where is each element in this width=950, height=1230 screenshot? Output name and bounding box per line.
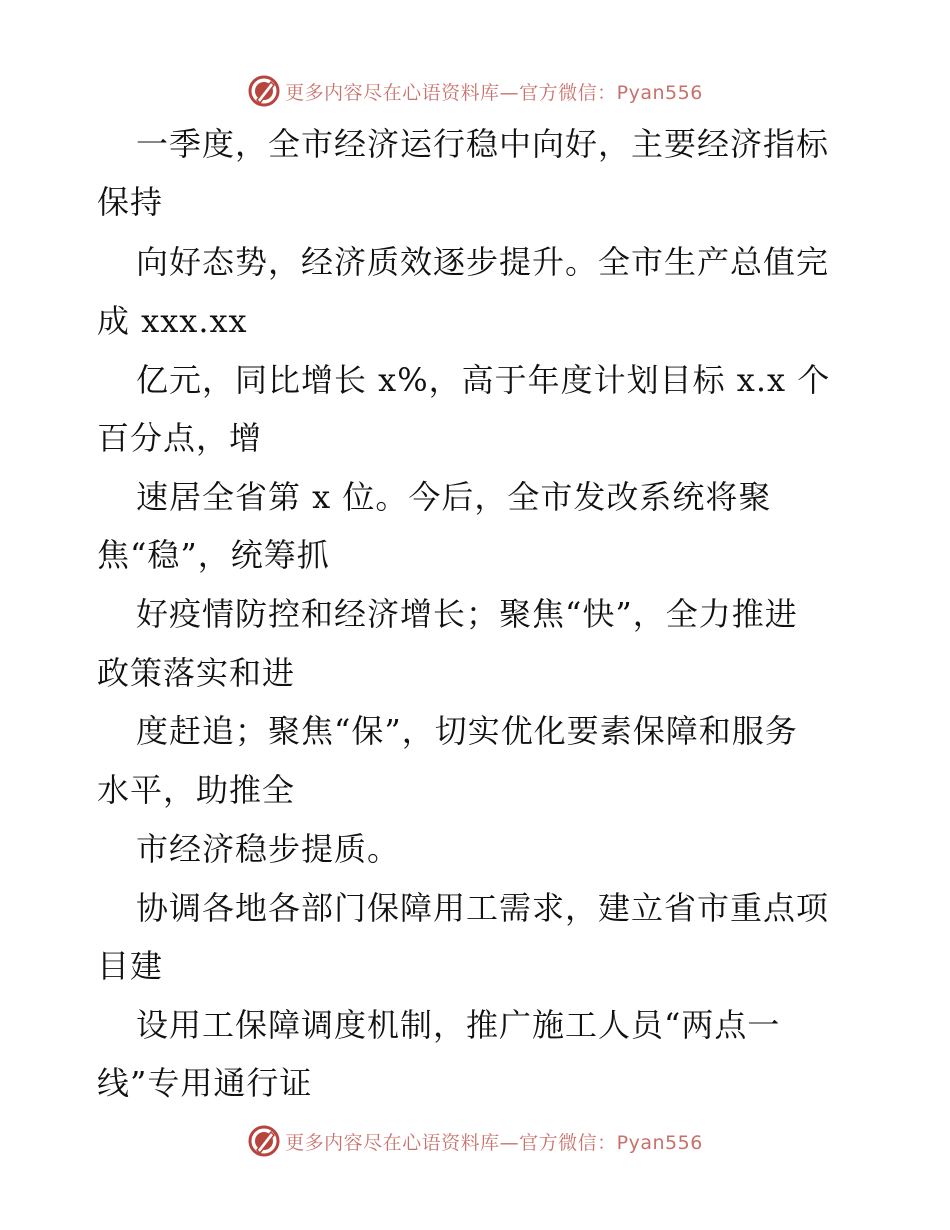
- footer-banner: [0, 1121, 950, 1161]
- text-line: 亿元，同比增长 x%，高于年度计划目标 x.x 个: [136, 361, 831, 399]
- text-line: 度赶追；聚焦“保”，切实优化要素保障和服务: [136, 712, 798, 750]
- text-line: 目建: [97, 947, 164, 985]
- text-line: 焦“稳”，统筹抓: [97, 536, 330, 574]
- text-line: 政策落实和进: [97, 654, 296, 692]
- text-line: 保持: [97, 183, 164, 221]
- text-line: 好疫情防控和经济增长；聚焦“快”，全力推进: [136, 595, 798, 633]
- text-line: 市经济稳步提质。: [136, 830, 401, 868]
- text-line: 一季度，全市经济运行稳中向好，主要经济指标: [136, 125, 830, 163]
- text-line: 水平，助推全: [97, 771, 296, 809]
- banner-dash: —: [499, 81, 520, 104]
- banner-wechat-text: 官方微信：Pyan556: [519, 81, 703, 104]
- text-line: 速居全省第 x 位。今后，全市发改系统将聚: [136, 478, 772, 516]
- banner-wechat-text: 官方微信：Pyan556: [519, 1131, 703, 1154]
- text-line: 成 xxx.xx: [97, 302, 248, 340]
- pen-seal-icon: [247, 1124, 281, 1158]
- banner-dash: —: [499, 1131, 520, 1154]
- text-line: 向好态势，经济质效逐步提升。全市生产总值完: [136, 243, 830, 281]
- text-line: 协调各地各部门保障用工需求，建立省市重点项: [136, 889, 830, 927]
- banner-main-text: 更多内容尽在心语资料库: [285, 81, 500, 104]
- text-line: 线”专用通行证: [97, 1064, 313, 1102]
- banner-main-text: 更多内容尽在心语资料库: [285, 1131, 500, 1154]
- text-line: 百分点，增: [97, 419, 263, 457]
- text-line: 设用工保障调度机制，推广施工人员“两点一: [136, 1006, 781, 1044]
